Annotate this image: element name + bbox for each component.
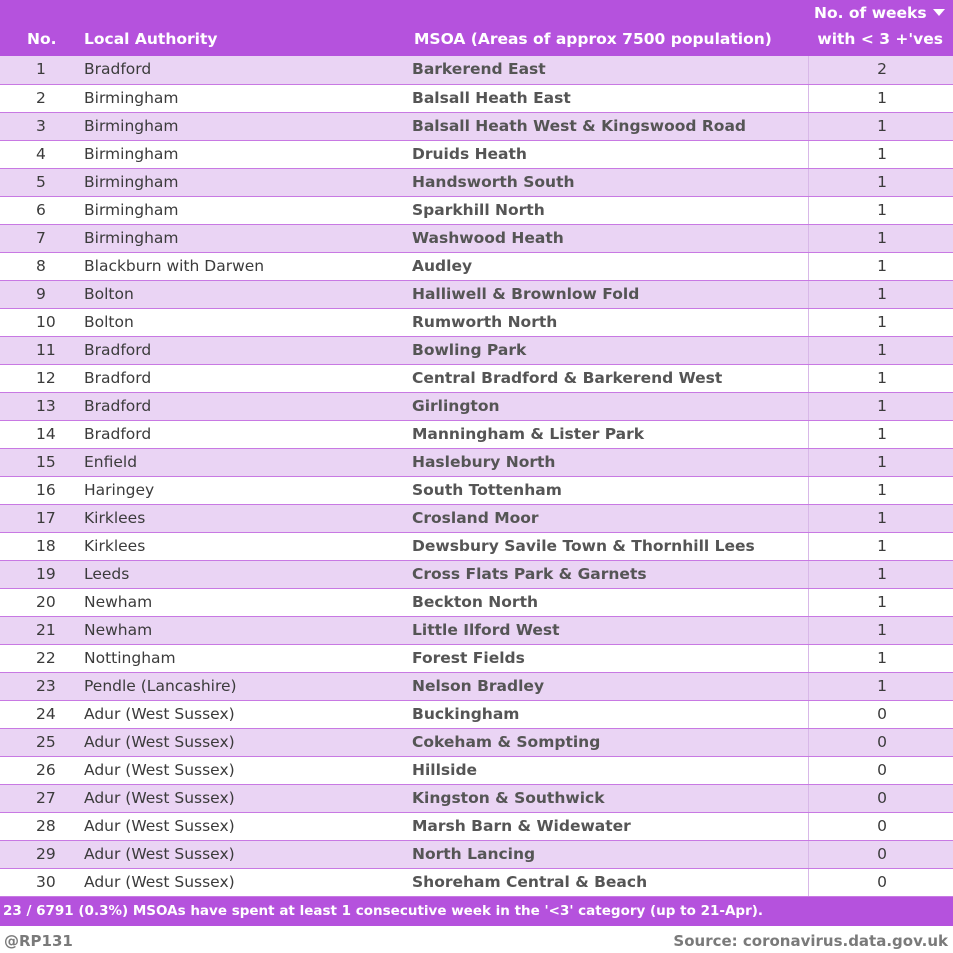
header-weeks-line1-wrap xyxy=(814,0,943,26)
msoa-cell: Marsh Barn & Widewater xyxy=(408,812,808,840)
msoa-cell: Balsall Heath East xyxy=(408,84,808,112)
row-number: 5 xyxy=(0,168,78,196)
row-number: 9 xyxy=(0,280,78,308)
table-row[interactable] xyxy=(0,700,953,728)
table-row[interactable] xyxy=(0,224,953,252)
local-authority-cell: Leeds xyxy=(78,560,408,588)
weeks-cell: 1 xyxy=(808,140,953,168)
table-row[interactable] xyxy=(0,588,953,616)
table-row[interactable] xyxy=(0,476,953,504)
row-number: 4 xyxy=(0,140,78,168)
row-number: 25 xyxy=(0,728,78,756)
row-number: 13 xyxy=(0,392,78,420)
row-number: 19 xyxy=(0,560,78,588)
table-row[interactable] xyxy=(0,812,953,840)
local-authority-cell: Birmingham xyxy=(78,84,408,112)
table-row[interactable] xyxy=(0,504,953,532)
local-authority-cell: Bradford xyxy=(78,392,408,420)
local-authority-cell: Kirklees xyxy=(78,504,408,532)
weeks-cell: 1 xyxy=(808,224,953,252)
weeks-cell: 1 xyxy=(808,644,953,672)
weeks-cell: 1 xyxy=(808,588,953,616)
table-row[interactable] xyxy=(0,448,953,476)
msoa-cell: Sparkhill North xyxy=(408,196,808,224)
header-weeks-line1: No. of weeks xyxy=(814,4,927,22)
weeks-cell: 0 xyxy=(808,812,953,840)
table-row[interactable] xyxy=(0,728,953,756)
local-authority-cell: Newham xyxy=(78,588,408,616)
msoa-cell: Little Ilford West xyxy=(408,616,808,644)
weeks-cell: 1 xyxy=(808,336,953,364)
local-authority-cell: Adur (West Sussex) xyxy=(78,840,408,868)
local-authority-cell: Birmingham xyxy=(78,112,408,140)
local-authority-cell: Birmingham xyxy=(78,140,408,168)
table-row[interactable] xyxy=(0,420,953,448)
table-row[interactable] xyxy=(0,196,953,224)
local-authority-cell: Pendle (Lancashire) xyxy=(78,672,408,700)
weeks-cell: 1 xyxy=(808,308,953,336)
row-number: 11 xyxy=(0,336,78,364)
table-row[interactable] xyxy=(0,252,953,280)
local-authority-cell: Birmingham xyxy=(78,168,408,196)
msoa-cell: Bowling Park xyxy=(408,336,808,364)
row-number: 17 xyxy=(0,504,78,532)
weeks-cell: 0 xyxy=(808,728,953,756)
table-row[interactable] xyxy=(0,280,953,308)
local-authority-cell: Birmingham xyxy=(78,196,408,224)
row-number: 7 xyxy=(0,224,78,252)
table-row[interactable] xyxy=(0,532,953,560)
local-authority-cell: Adur (West Sussex) xyxy=(78,756,408,784)
local-authority-cell: Bradford xyxy=(78,420,408,448)
row-number: 28 xyxy=(0,812,78,840)
local-authority-cell: Bolton xyxy=(78,308,408,336)
msoa-cell: Dewsbury Savile Town & Thornhill Lees xyxy=(408,532,808,560)
row-number: 10 xyxy=(0,308,78,336)
weeks-cell: 1 xyxy=(808,448,953,476)
msoa-cell: Halliwell & Brownlow Fold xyxy=(408,280,808,308)
msoa-cell: South Tottenham xyxy=(408,476,808,504)
local-authority-cell: Adur (West Sussex) xyxy=(78,784,408,812)
table-row[interactable] xyxy=(0,392,953,420)
header-no[interactable]: No. xyxy=(0,0,78,56)
row-number: 8 xyxy=(0,252,78,280)
row-number: 15 xyxy=(0,448,78,476)
msoa-cell: Forest Fields xyxy=(408,644,808,672)
weeks-cell: 0 xyxy=(808,784,953,812)
table-body xyxy=(0,56,953,896)
weeks-cell: 2 xyxy=(808,56,953,84)
local-authority-cell: Kirklees xyxy=(78,532,408,560)
local-authority-cell: Adur (West Sussex) xyxy=(78,728,408,756)
msoa-cell: Barkerend East xyxy=(408,56,808,84)
row-number: 20 xyxy=(0,588,78,616)
table-row[interactable] xyxy=(0,868,953,896)
weeks-cell: 1 xyxy=(808,84,953,112)
weeks-cell: 1 xyxy=(808,476,953,504)
weeks-cell: 1 xyxy=(808,420,953,448)
weeks-cell: 1 xyxy=(808,392,953,420)
local-authority-cell: Nottingham xyxy=(78,644,408,672)
table-row[interactable] xyxy=(0,112,953,140)
msoa-cell: Druids Heath xyxy=(408,140,808,168)
msoa-cell: Washwood Heath xyxy=(408,224,808,252)
msoa-cell: Manningham & Lister Park xyxy=(408,420,808,448)
weeks-cell: 0 xyxy=(808,840,953,868)
local-authority-cell: Bradford xyxy=(78,56,408,84)
summary-bar: 23 / 6791 (0.3%) MSOAs have spent at least 1 consecutive week in the '<3' category (up to 21-Apr). xyxy=(0,897,953,926)
row-number: 14 xyxy=(0,420,78,448)
msoa-cell: Crosland Moor xyxy=(408,504,808,532)
msoa-cell: Beckton North xyxy=(408,588,808,616)
msoa-cell: Haslebury North xyxy=(408,448,808,476)
dropdown-arrow-icon[interactable] xyxy=(933,9,945,16)
msoa-cell: Cross Flats Park & Garnets xyxy=(408,560,808,588)
msoa-cell: Buckingham xyxy=(408,700,808,728)
table-row[interactable] xyxy=(0,364,953,392)
weeks-cell: 0 xyxy=(808,700,953,728)
table-row[interactable] xyxy=(0,840,953,868)
local-authority-cell: Birmingham xyxy=(78,224,408,252)
local-authority-cell: Adur (West Sussex) xyxy=(78,700,408,728)
credits-line xyxy=(0,926,953,953)
weeks-cell: 1 xyxy=(808,616,953,644)
msoa-cell: Kingston & Southwick xyxy=(408,784,808,812)
row-number: 27 xyxy=(0,784,78,812)
msoa-cell: Cokeham & Sompting xyxy=(408,728,808,756)
header-msoa[interactable]: MSOA (Areas of approx 7500 population) xyxy=(408,0,808,56)
msoa-cell: Handsworth South xyxy=(408,168,808,196)
table-row[interactable] xyxy=(0,168,953,196)
msoa-cell: Girlington xyxy=(408,392,808,420)
weeks-cell: 1 xyxy=(808,532,953,560)
table-row[interactable] xyxy=(0,756,953,784)
local-authority-cell: Bolton xyxy=(78,280,408,308)
table-row[interactable] xyxy=(0,672,953,700)
msoa-cell: Hillside xyxy=(408,756,808,784)
row-number: 1 xyxy=(0,56,78,84)
msoa-cell: Nelson Bradley xyxy=(408,672,808,700)
msoa-cell: Shoreham Central & Beach xyxy=(408,868,808,896)
table-row[interactable] xyxy=(0,616,953,644)
table-row[interactable] xyxy=(0,84,953,112)
local-authority-cell: Blackburn with Darwen xyxy=(78,252,408,280)
row-number: 3 xyxy=(0,112,78,140)
msoa-cell: Balsall Heath West & Kingswood Road xyxy=(408,112,808,140)
source-credit: Source: coronavirus.data.gov.uk xyxy=(673,931,948,950)
row-number: 24 xyxy=(0,700,78,728)
row-number: 21 xyxy=(0,616,78,644)
local-authority-cell: Haringey xyxy=(78,476,408,504)
table-row[interactable] xyxy=(0,140,953,168)
weeks-cell: 1 xyxy=(808,252,953,280)
msoa-cell: North Lancing xyxy=(408,840,808,868)
msoa-cell: Audley xyxy=(408,252,808,280)
row-number: 12 xyxy=(0,364,78,392)
weeks-cell: 1 xyxy=(808,504,953,532)
weeks-cell: 1 xyxy=(808,196,953,224)
local-authority-cell: Adur (West Sussex) xyxy=(78,868,408,896)
weeks-cell: 1 xyxy=(808,168,953,196)
author-handle: @RP131 xyxy=(4,931,73,950)
row-number: 2 xyxy=(0,84,78,112)
table-header xyxy=(0,0,953,56)
row-number: 30 xyxy=(0,868,78,896)
row-number: 18 xyxy=(0,532,78,560)
table-row[interactable] xyxy=(0,56,953,84)
weeks-cell: 1 xyxy=(808,560,953,588)
row-number: 16 xyxy=(0,476,78,504)
weeks-cell: 1 xyxy=(808,672,953,700)
table-row[interactable] xyxy=(0,560,953,588)
local-authority-cell: Bradford xyxy=(78,336,408,364)
weeks-cell: 1 xyxy=(808,280,953,308)
row-number: 6 xyxy=(0,196,78,224)
msoa-cell: Central Bradford & Barkerend West xyxy=(408,364,808,392)
table-row[interactable] xyxy=(0,644,953,672)
table-row[interactable] xyxy=(0,784,953,812)
local-authority-cell: Bradford xyxy=(78,364,408,392)
header-weeks-line2: with < 3 +'ves xyxy=(817,30,943,48)
msoa-cell: Rumworth North xyxy=(408,308,808,336)
local-authority-cell: Adur (West Sussex) xyxy=(78,812,408,840)
weeks-cell: 0 xyxy=(808,756,953,784)
row-number: 22 xyxy=(0,644,78,672)
header-weeks[interactable] xyxy=(808,0,953,56)
row-number: 26 xyxy=(0,756,78,784)
local-authority-cell: Enfield xyxy=(78,448,408,476)
weeks-cell: 1 xyxy=(808,364,953,392)
table-row[interactable] xyxy=(0,336,953,364)
row-number: 29 xyxy=(0,840,78,868)
local-authority-cell: Newham xyxy=(78,616,408,644)
header-local-authority[interactable]: Local Authority xyxy=(78,0,408,56)
row-number: 23 xyxy=(0,672,78,700)
weeks-cell: 0 xyxy=(808,868,953,896)
table-row[interactable] xyxy=(0,308,953,336)
weeks-cell: 1 xyxy=(808,112,953,140)
